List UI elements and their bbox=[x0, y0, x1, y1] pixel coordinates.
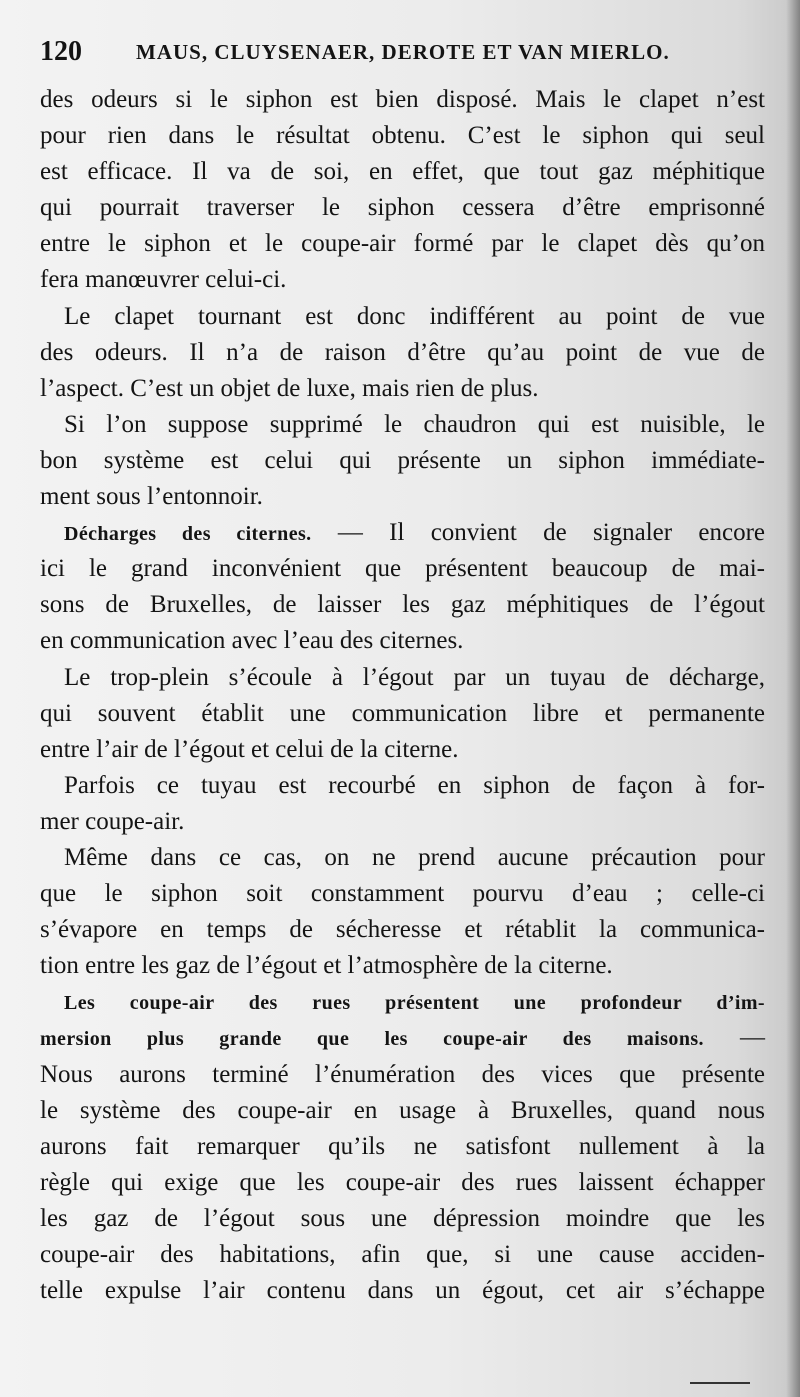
text-line: Parfois ce tuyau est recourbé en siphon de façon à for- bbox=[64, 771, 765, 799]
text-line: qui pourrait traverser le siphon cessera d’être emprisonné bbox=[40, 194, 765, 222]
text-line: mer coupe-air. bbox=[40, 807, 185, 835]
text-line: est efficace. Il va de soi, en effet, que tout gaz méphitique bbox=[40, 158, 765, 186]
text-line: des odeurs. Il n’a de raison d’être qu’au point de vue de bbox=[40, 338, 765, 366]
text-line: pour rien dans le résultat obtenu. C’est le siphon qui seul bbox=[40, 122, 765, 150]
text-line: qui souvent établit une communication libre et permanente bbox=[40, 699, 765, 727]
text-line: ici le grand inconvénient que présentent beaucoup de mai- bbox=[40, 555, 765, 583]
text-line: telle expulse l’air contenu dans un égout, cet air s’échappe bbox=[40, 1277, 765, 1305]
section-heading-line: Décharges des citernes. — Il convient de signaler encore bbox=[64, 519, 765, 547]
text-line: aurons fait remarquer qu’ils ne satisfont nullement à la bbox=[40, 1132, 765, 1160]
page-number: 120 bbox=[40, 36, 82, 67]
body-text bbox=[40, 82, 765, 1309]
text-line: les gaz de l’égout sous une dépression moindre que les bbox=[40, 1204, 765, 1232]
running-title: MAUS, CLUYSENAER, DEROTE ET VAN MIERLO. bbox=[136, 40, 670, 64]
text-line: en communication avec l’eau des citernes. bbox=[40, 627, 464, 655]
section-heading: Décharges des citernes. bbox=[64, 523, 312, 546]
text-line: le système des coupe-air en usage à Bruxelles, quand nous bbox=[40, 1096, 765, 1124]
section-heading: mersion plus grande que les coupe-air des maisons. bbox=[40, 1028, 704, 1051]
catchword-rule bbox=[690, 1382, 750, 1384]
text-line: ment sous l’entonnoir. bbox=[40, 483, 263, 511]
text-line: entre l’air de l’égout et celui de la citerne. bbox=[40, 735, 459, 763]
text-line: sons de Bruxelles, de laisser les gaz méphitiques de l’égout bbox=[40, 591, 765, 619]
text-line: Si l’on suppose supprimé le chaudron qui est nuisible, le bbox=[64, 410, 765, 438]
section-heading-line bbox=[40, 984, 765, 1020]
text-line: Le clapet tournant est donc indifférent au point de vue bbox=[64, 302, 765, 330]
text-line: que le siphon soit constamment pourvu d’eau ; celle-ci bbox=[40, 880, 765, 908]
text-line: coupe-air des habitations, afin que, si une cause acciden- bbox=[40, 1241, 765, 1268]
text-line: tion entre les gaz de l’égout et l’atmosphère de la citerne. bbox=[40, 952, 613, 980]
text-line: s’évapore en temps de sécheresse et rétablit la communica- bbox=[40, 916, 765, 944]
text-line: fera manœuvrer celui-ci. bbox=[40, 266, 287, 294]
section-heading-line: mersion plus grande que les coupe-air des maisons. — bbox=[40, 1024, 766, 1052]
text-line: bon système est celui qui présente un siphon immédiate- bbox=[40, 446, 765, 474]
text-line: des odeurs si le siphon est bien disposé. Mais le clapet n’est bbox=[40, 86, 765, 113]
text-line: Le trop-plein s’écoule à l’égout par un tuyau de décharge, bbox=[64, 663, 765, 691]
text-line: Même dans ce cas, on ne prend aucune précaution pour bbox=[64, 843, 765, 871]
text-line: entre le siphon et le coupe-air formé par le clapet dès qu’on bbox=[40, 230, 765, 258]
running-head bbox=[40, 36, 760, 72]
text-line: règle qui exige que les coupe-air des rues laissent échapper bbox=[40, 1168, 765, 1196]
text-line: Nous aurons terminé l’énumération des vices que présente bbox=[40, 1060, 765, 1088]
page-edge-shadow bbox=[786, 0, 800, 1397]
text-line: l’aspect. C’est un objet de luxe, mais rien de plus. bbox=[40, 374, 539, 402]
section-heading: Les coupe-air des rues présentent une profondeur d’im- bbox=[64, 992, 765, 1015]
